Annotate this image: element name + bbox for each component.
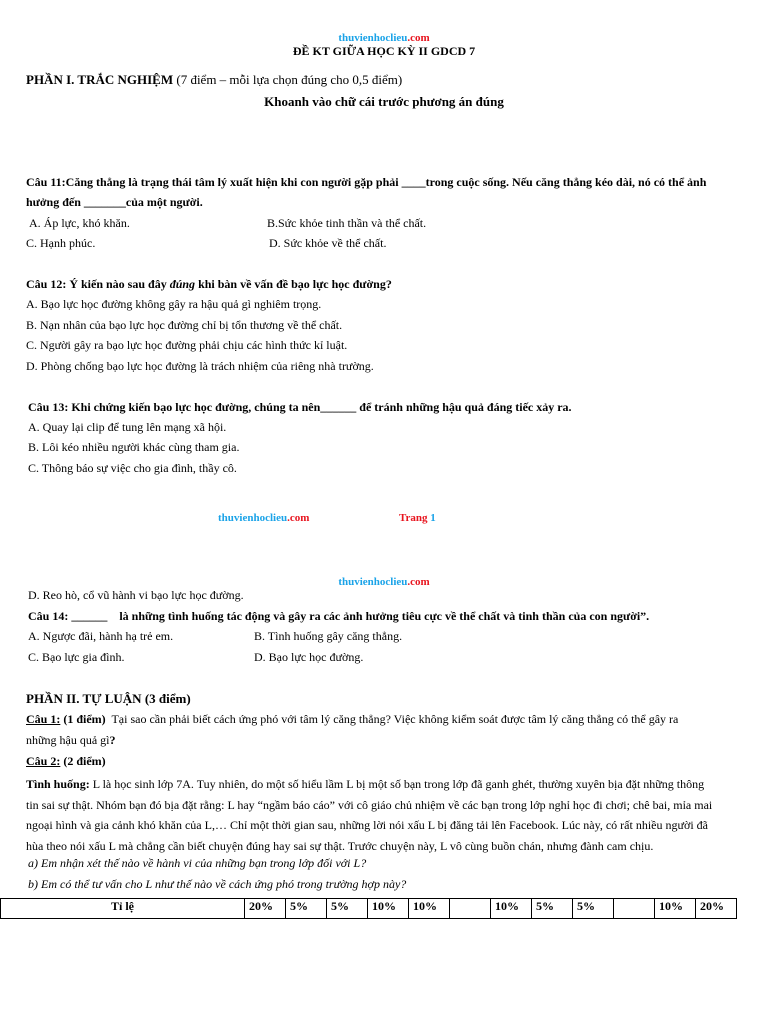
ratio-cell: 20% (245, 899, 286, 919)
essay-q2: Câu 2: (2 điểm) (26, 754, 106, 768)
ratio-cell: 20% (696, 899, 737, 919)
exam-title: ĐỀ KT GIỮA HỌC KỲ II GDCD 7 (292, 44, 476, 58)
ratio-cell: 10% (491, 899, 532, 919)
q13-option-d: D. Reo hò, cổ vũ hành vi bạo lực học đường. (28, 588, 244, 602)
footer-brand: thuvienhoclieu.com (218, 512, 310, 524)
q14-option-a: A. Ngược đãi, hành hạ trẻ em. (28, 629, 174, 643)
q14-option-b: B. Tình huống gây căng thẳng. (254, 629, 403, 643)
table-row (1, 899, 737, 919)
ratio-cell: 10% (655, 899, 696, 919)
part1-heading: PHẦN I. TRẮC NGHIỆM (7 điểm – mỗi lựa chọn đúng cho 0,5 điểm) (26, 72, 403, 87)
q12-option-c: C. Người gây ra bạo lực học đường phải chịu các hình thức kỉ luật. (26, 338, 348, 352)
essay-q1: Câu 1: (1 điểm) Tại sao cần phải biết cách ứng phó với tâm lý căng thẳng? Việc không kiểm soát được tâm lý căng thẳng có thể gây ra (26, 712, 679, 726)
essay-q1-line2: những hậu quả gì? (26, 733, 116, 747)
part2-heading: PHẦN II. TỰ LUẬN (3 điểm) (26, 691, 191, 706)
ratio-cell: 5% (532, 899, 573, 919)
q12-option-a: A. Bạo lực học đường không gây ra hậu quả gì nghiêm trọng. (26, 297, 322, 311)
q11-option-c: C. Hạnh phúc. (26, 236, 96, 250)
ratio-cell: 10% (409, 899, 450, 919)
q14-stem: Câu 14: ______ là những tình huống tác động và gây ra các ảnh hưởng tiêu cực về thể chất và tinh thần của con người”. (28, 609, 650, 623)
q11-option-d: D. Sức khỏe về thể chất. (269, 236, 387, 250)
essay-q2-a: a) Em nhận xét thế nào về hành vi của những bạn trong lớp đối với L? (28, 856, 367, 870)
q13-option-a: A. Quay lại clip để tung lên mạng xã hội. (28, 420, 227, 434)
q13-option-b: B. Lôi kéo nhiều người khác cùng tham gia. (28, 440, 240, 454)
q14-option-c: C. Bạo lực gia đình. (28, 650, 125, 664)
site-brand: thuvienhoclieu.com (338, 32, 430, 44)
part1-instruction: Khoanh vào chữ cái trước phương án đúng (264, 94, 504, 109)
q11-stem-line2: hưởng đến _______của một người. (26, 195, 203, 209)
q13-stem: Câu 13: Khi chứng kiến bạo lực học đường, chúng ta nên______ để tránh những hậu quả đáng tiếc xảy ra. (28, 400, 572, 414)
ratio-table (0, 898, 737, 919)
situation-paragraph: Tình huống: L là học sinh lớp 7A. Tuy nhiên, do một số hiểu lầm L bị một số bạn trong lớp đã ganh ghét, thường xuyên bịa đặt những thông tin sai sự thật. Nhóm bạn đó bịa đặt rằng: L hay “ngầm báo cáo” với cô giáo chủ nhiệm về các bạn trong lớp nghỉ học đi chơi; chê bai, mỉa mai ngoại hình và gia cảnh khó khăn của L,… Chỉ một thời gian sau, những lời nói xấu L bị đăng tải lên Facebook. Lúc này, có rất nhiều người đã hùa theo nói xấu L mà chẳng cần biết chuyện đúng hay sai sự thật. Trước chuyện này, L vô cùng buồn chán, nhưng đành cam chịu. (26, 777, 713, 853)
page-number: Trang 1 (399, 512, 436, 524)
essay-q2-b: b) Em có thể tư vấn cho L như thế nào về cách ứng phó trong trường hợp này? (28, 877, 407, 891)
ratio-cell: 10% (368, 899, 409, 919)
q13-option-c: C. Thông báo sự việc cho gia đình, thầy cô. (28, 461, 237, 475)
ratio-cell (614, 899, 655, 919)
ratio-cell: 5% (286, 899, 327, 919)
q12-stem: Câu 12: Ý kiến nào sau đây đúng khi bàn về vấn đề bạo lực học đường? (26, 277, 392, 291)
q12-option-b: B. Nạn nhân của bạo lực học đường chỉ bị tổn thương về thể chất. (26, 318, 343, 332)
q11-option-b: B.Sức khỏe tinh thần và thể chất. (267, 216, 427, 230)
ratio-cell: 5% (573, 899, 614, 919)
ratio-label-cell: Tỉ lệ (1, 899, 245, 919)
q14-option-d: D. Bạo lực học đường. (254, 650, 364, 664)
site-brand-page2: thuvienhoclieu.com (338, 576, 430, 588)
ratio-cell (450, 899, 491, 919)
q11-option-a: A. Áp lực, khó khăn. (29, 216, 130, 230)
q12-option-d: D. Phòng chống bạo lực học đường là trách nhiệm của riêng nhà trường. (26, 359, 374, 373)
q11-stem-line1: Câu 11:Căng thẳng là trạng thái tâm lý xuất hiện khi con người gặp phải ____trong cuộc sống. Nếu căng thẳng kéo dài, nó có thể ảnh (26, 175, 707, 189)
ratio-cell: 5% (327, 899, 368, 919)
